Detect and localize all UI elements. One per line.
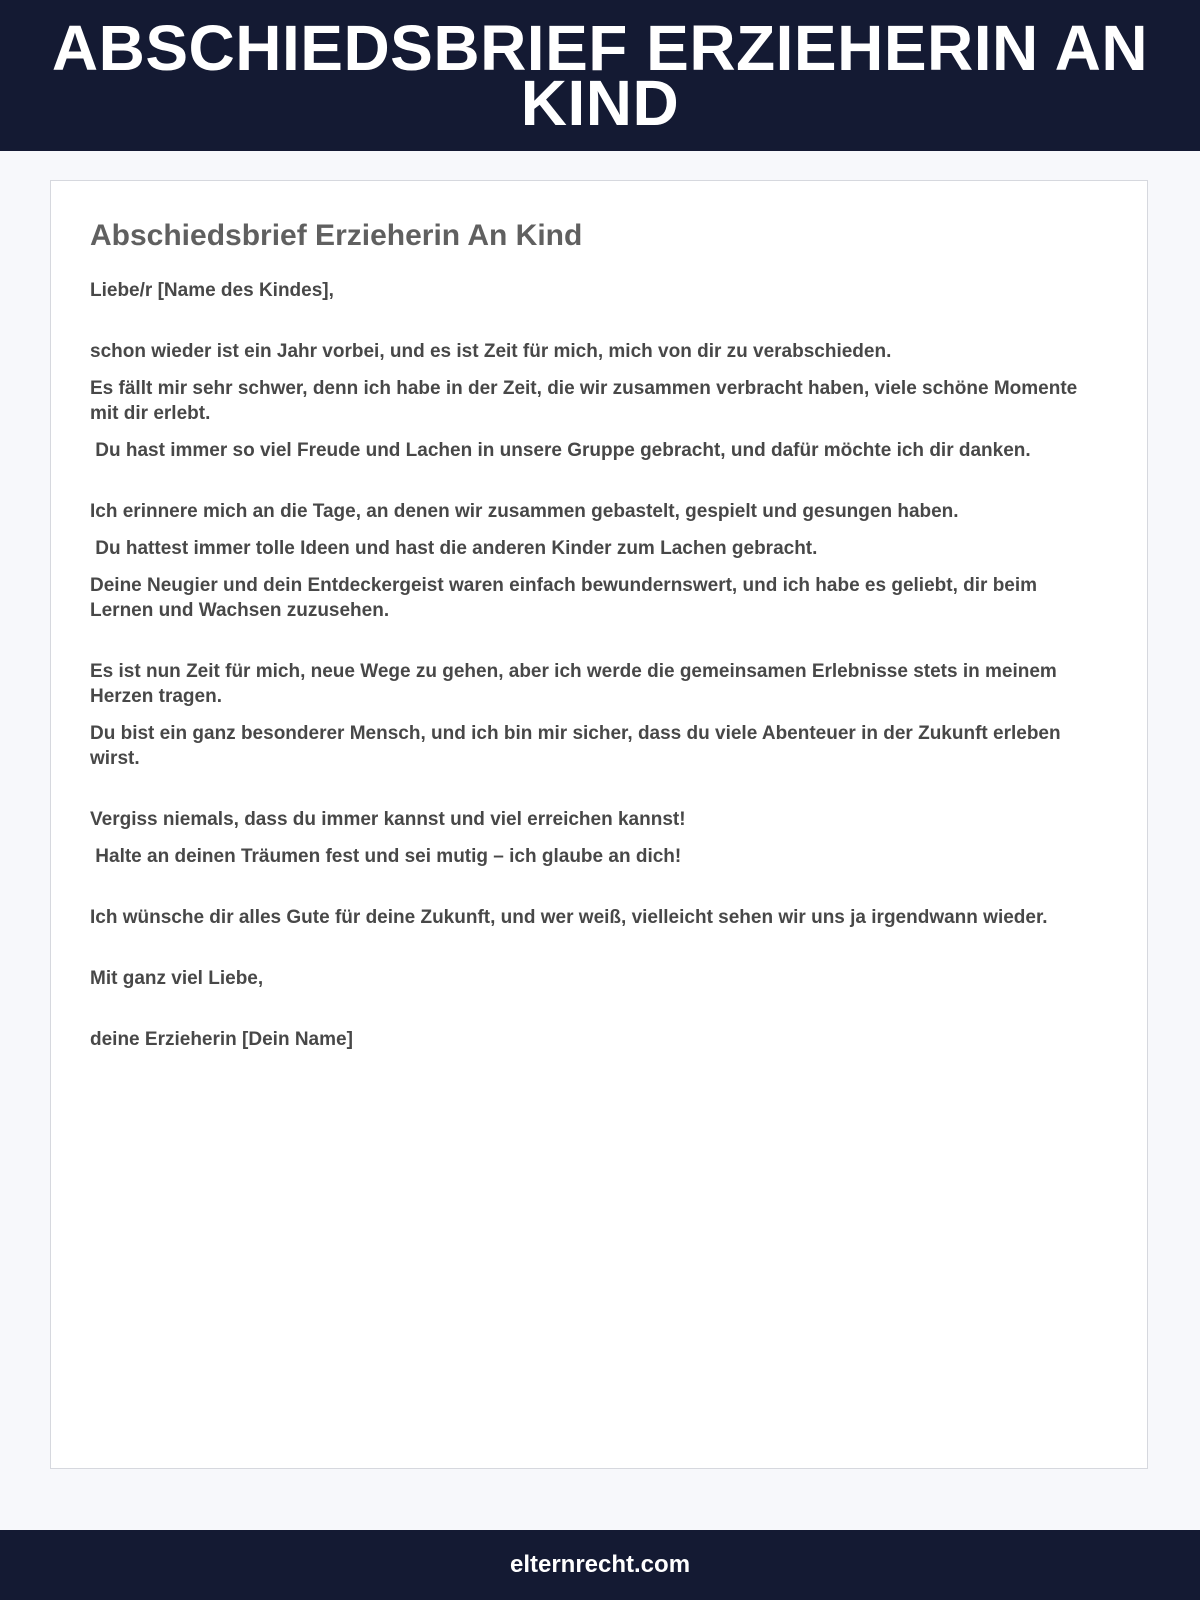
page-title: ABSCHIEDSBRIEF ERZIEHERIN AN KIND (51, 11, 1149, 139)
letter-paragraph: Ich erinnere mich an die Tage, an denen wir zusammen gebastelt, gespielt und gesungen haben. (90, 501, 959, 522)
letter-paragraph: Du bist ein ganz besonderer Mensch, und ich bin mir sicher, dass du viele Abenteuer in der Zukunft erleben wirst. (90, 723, 1066, 769)
letter-paragraph: schon wieder ist ein Jahr vorbei, und es ist Zeit für mich, mich von dir zu verabschieden. (90, 341, 892, 362)
letter-card (50, 180, 1148, 1469)
letter-paragraph: Vergiss niemals, dass du immer kannst und viel erreichen kannst! (90, 809, 686, 830)
letter-body (90, 278, 1100, 1052)
letter-paragraph: Es ist nun Zeit für mich, neue Wege zu gehen, aber ich werde die gemeinsamen Erlebnisse stets in meinem Herzen tragen. (90, 661, 1063, 707)
page-header (0, 0, 1200, 151)
letter-signature: deine Erzieherin [Dein Name] (90, 1029, 353, 1050)
letter-paragraph: Halte an deinen Träumen fest und sei mutig – ich glaube an dich! (90, 846, 682, 867)
letter-paragraph: Du hast immer so viel Freude und Lachen in unsere Gruppe gebracht, und dafür möchte ich dir danken. (90, 440, 1031, 461)
letter-closing: Mit ganz viel Liebe, (90, 968, 264, 989)
letter-paragraph: Es fällt mir sehr schwer, denn ich habe in der Zeit, die wir zusammen verbracht haben, viele schöne Momente mit dir erlebt. (90, 378, 1083, 424)
letter-salutation: Liebe/r [Name des Kindes], (90, 280, 334, 301)
letter-paragraph: Du hattest immer tolle Ideen und hast die anderen Kinder zum Lachen gebracht. (90, 538, 818, 559)
letter-paragraph: Ich wünsche dir alles Gute für deine Zukunft, und wer weiß, vielleicht sehen wir uns ja irgendwann wieder. (90, 907, 1048, 928)
letter-title: Abschiedsbrief Erzieherin An Kind (90, 219, 583, 252)
footer-site-link[interactable]: elternrecht.com (509, 1551, 691, 1578)
letter-paragraph: Deine Neugier und dein Entdeckergeist waren einfach bewundernswert, und ich habe es geliebt, dir beim Lernen und Wachsen zuzusehen. (90, 575, 1043, 621)
page-footer (0, 1530, 1200, 1600)
